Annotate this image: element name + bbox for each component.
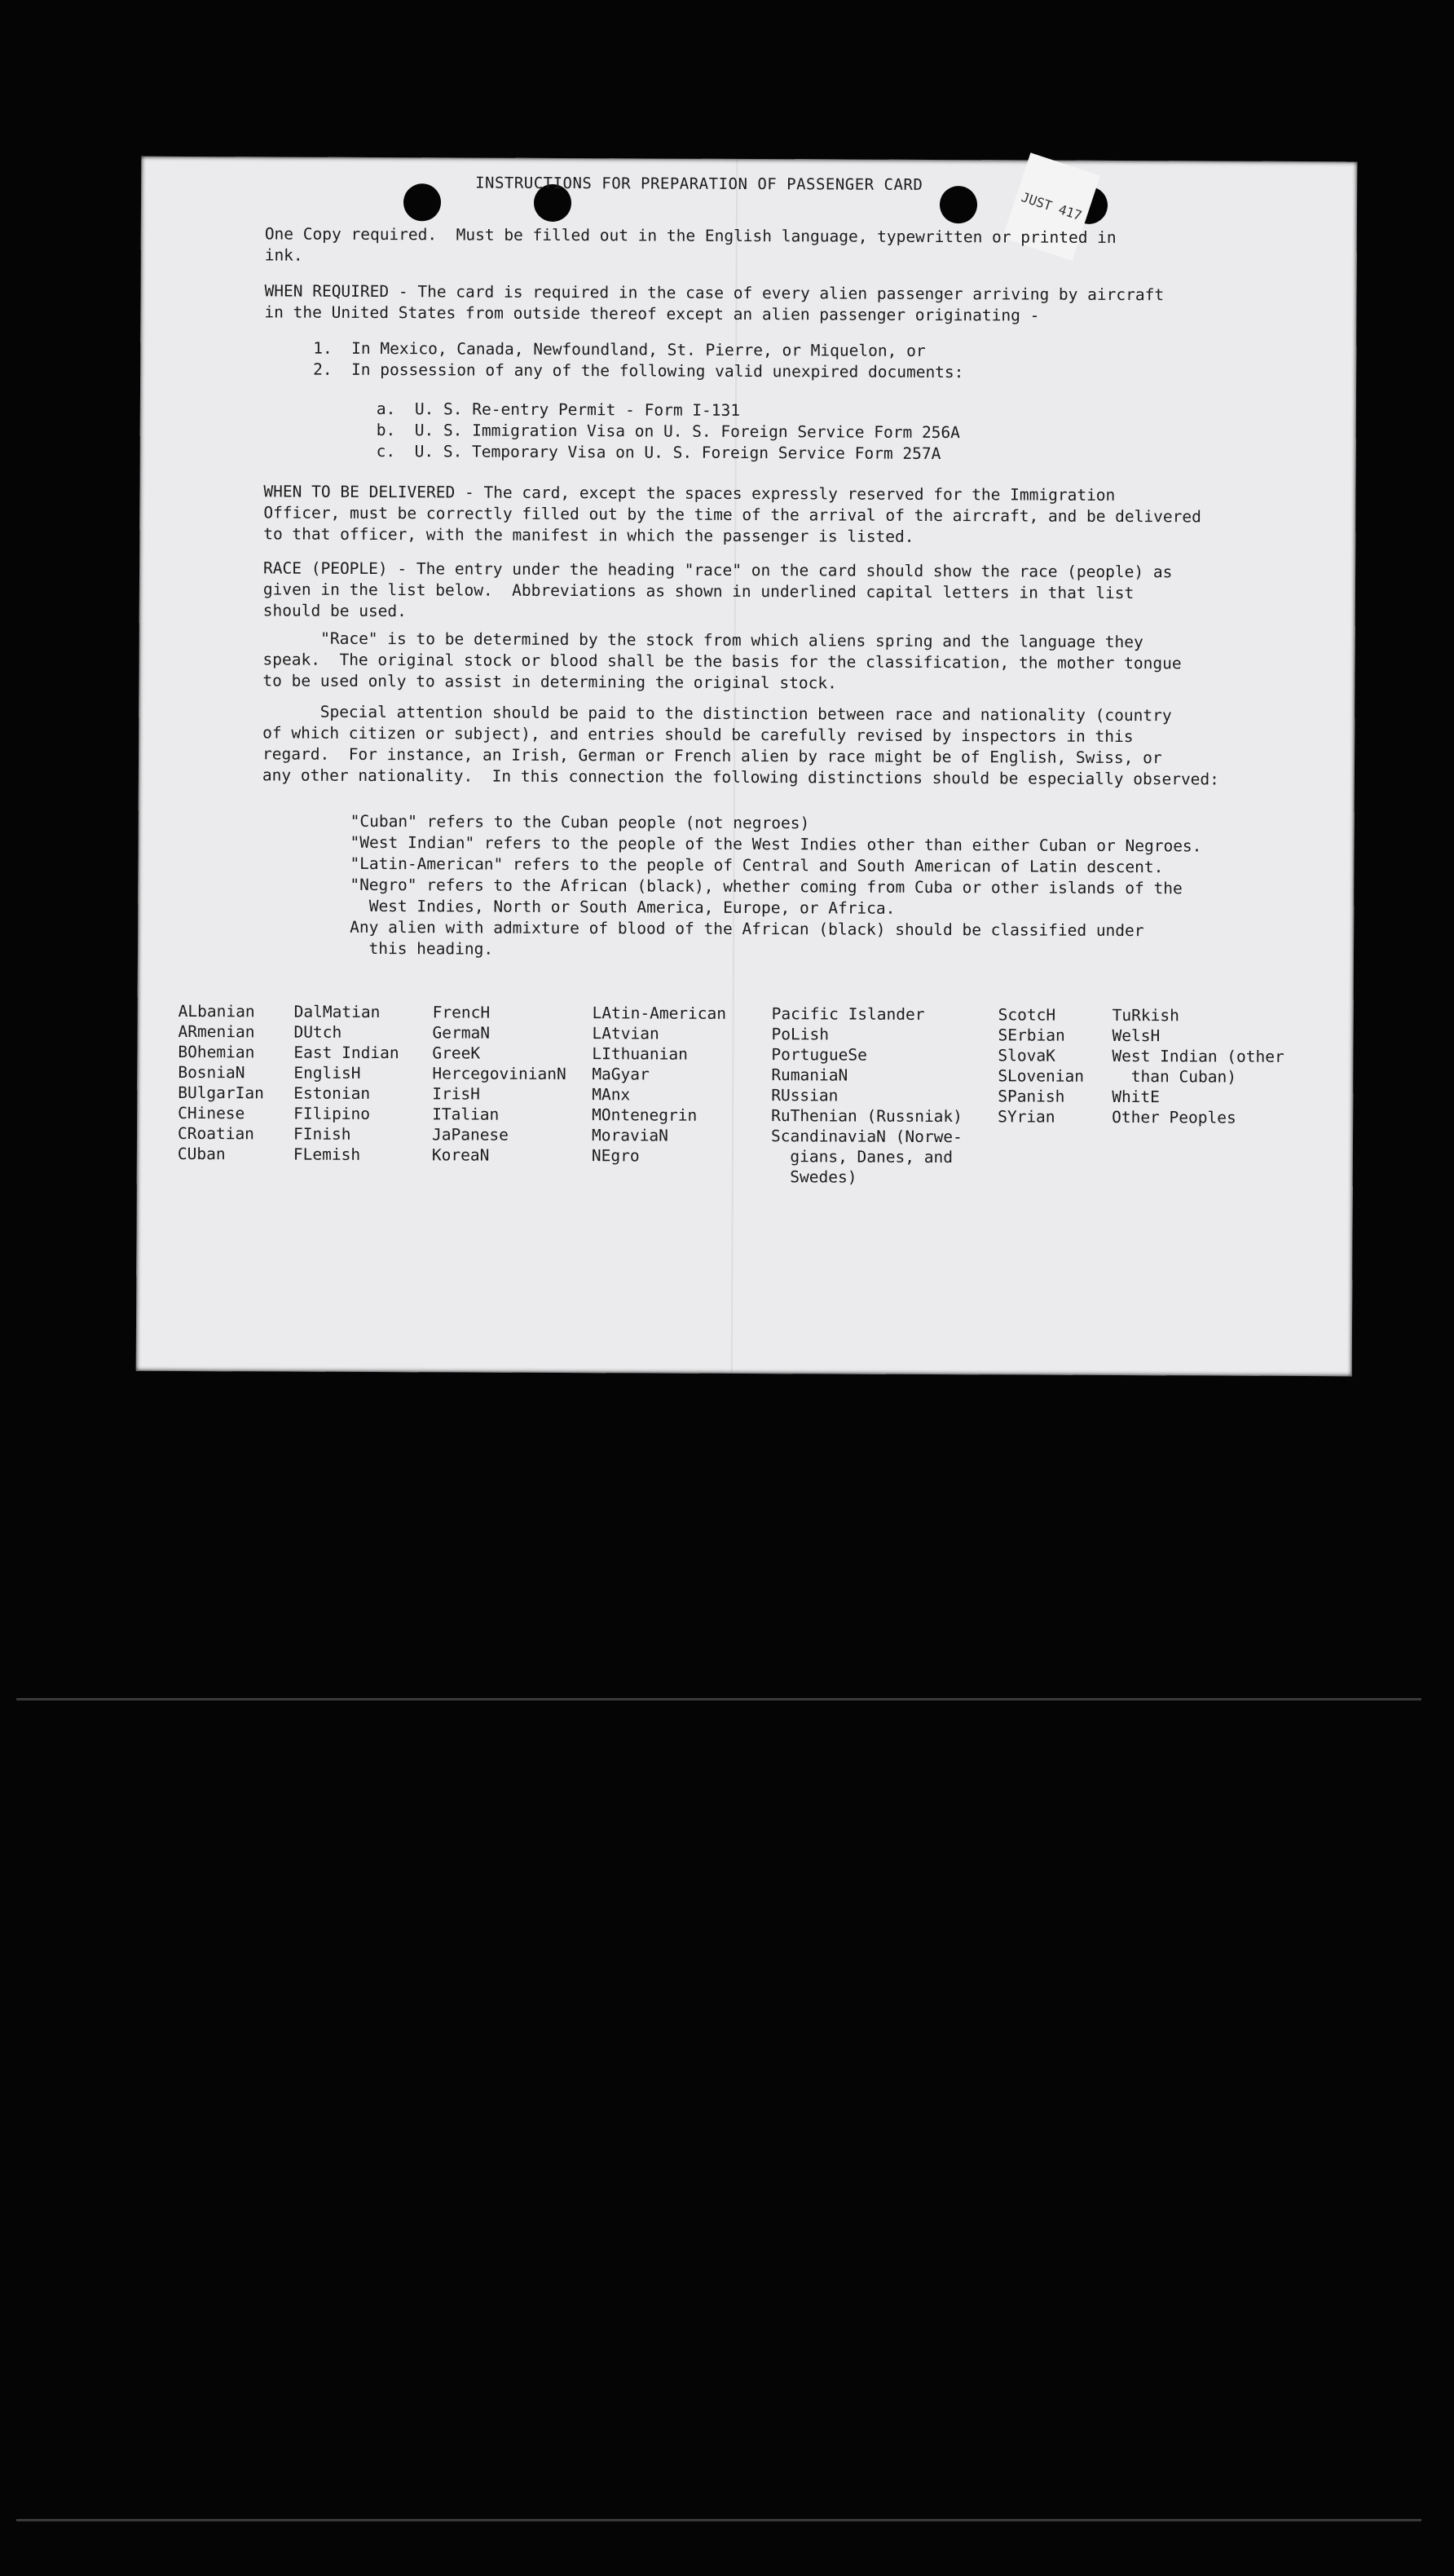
race-entry: RUssian (771, 1086, 839, 1105)
race-column-7 (1112, 1005, 1284, 1128)
race-entry: RumaniaN (771, 1065, 848, 1085)
race-entry: IrisH (432, 1084, 480, 1104)
race-entry: Estonian (293, 1083, 371, 1103)
race-entry: Swedes) (770, 1167, 857, 1187)
list-item: c. U. S. Temporary Visa on U. S. Foreign Service Form 257A (376, 442, 941, 464)
race-entry: ITalian (432, 1105, 500, 1124)
race-entry: FrencH (432, 1003, 491, 1022)
list-item: "Cuban" refers to the Cuban people (not negroes) (350, 811, 810, 833)
race-column-6 (998, 1004, 1084, 1127)
race-entry: MOntenegrin (592, 1105, 698, 1125)
race-entry: SLovenian (998, 1066, 1085, 1086)
race-entry: LAtvian (592, 1024, 659, 1043)
race-entry: LIthuanian (592, 1044, 688, 1064)
race-entry: GermaN (432, 1023, 491, 1043)
race-entry: ARmenian (178, 1021, 255, 1042)
race-column-1 (178, 1001, 265, 1164)
race-column-3 (432, 1002, 566, 1166)
race-entry: FIlipino (293, 1104, 371, 1123)
race-entry: RuThenian (Russniak) (771, 1106, 963, 1127)
document-list (377, 399, 960, 465)
race-people-paragraph: RACE (PEOPLE) - The entry under the heading "race" on the card should show the race (people) as given in the list below. Abbreviations as shown in underlined capital letters in that list should be used. (262, 558, 1173, 621)
race-entry: CHinese (178, 1103, 245, 1123)
list-item: 2. In possession of any of the following valid unexpired documents: (313, 359, 964, 382)
race-entry: MoraviaN (591, 1126, 668, 1145)
copy-required-paragraph: One Copy required. Must be filled out in the English language, typewritten or printed in ink. (264, 224, 1117, 265)
race-entry: than Cuban) (1112, 1066, 1237, 1087)
special-attention-paragraph: Special attention should be paid to the distinction between race and nationality (country of which citizen or subject), and entries should be carefully revised by inspectors in this regard. For instance, an Irish, German or French alien by race might be of English, Swiss, or any other nationality. In this connection the following distinctions should be especially observed: (262, 702, 1219, 789)
race-entry: LAtin-American (592, 1003, 727, 1023)
list-item: "Negro" refers to the African (black), whether coming from Cuba or other islands of the West Indies, North or South America, Europe, or Africa. (350, 875, 1183, 918)
race-entry: gians, Danes, and (770, 1147, 954, 1167)
race-entry: MAnx (592, 1085, 631, 1105)
race-entry: PoLish (771, 1025, 830, 1044)
race-column-2 (293, 1002, 399, 1166)
race-entry: Pacific Islander (771, 1004, 925, 1024)
list-item: a. U. S. Re-entry Permit - Form I-131 (376, 399, 741, 420)
race-column-4 (592, 1003, 726, 1167)
origin-list (313, 338, 964, 383)
race-entry: WelsH (1112, 1026, 1161, 1046)
list-item: "West Indian" refers to the people of the West Indies other than either Cuban or Negroes. (350, 832, 1202, 856)
race-entry: FInish (293, 1124, 351, 1144)
race-entry: PortugueSe (771, 1045, 867, 1065)
race-entry: MaGyar (592, 1065, 650, 1084)
race-entry: EnglisH (293, 1063, 361, 1083)
race-entry: FLemish (293, 1145, 361, 1164)
race-entry: TuRkish (1112, 1005, 1179, 1026)
race-entry: SErbian (998, 1026, 1065, 1045)
race-entry: ScotcH (998, 1005, 1056, 1025)
race-entry: GreeK (432, 1043, 481, 1063)
list-item: b. U. S. Immigration Visa on U. S. Foreign Service Form 256A (376, 421, 960, 443)
when-delivered-paragraph: WHEN TO BE DELIVERED - The card, except the spaces expressly reserved for the Immigration Officer, must be correctly filled out by the time of the arrival of the aircraft, and be delivered to that officer, with the manifest in which the passenger is listed. (263, 482, 1201, 546)
race-entry: WhitE (1112, 1087, 1160, 1107)
race-entry: SPanish (998, 1087, 1065, 1106)
race-entry: East Indian (293, 1043, 399, 1063)
document-heading: INSTRUCTIONS FOR PREPARATION OF PASSENGER CARD (475, 174, 923, 194)
race-entry: NEgro (591, 1146, 640, 1166)
race-entry: JaPanese (431, 1125, 509, 1145)
scan-divider-bottom (16, 2519, 1421, 2521)
race-entry: DUtch (293, 1022, 342, 1042)
race-entry: BUlgarIan (178, 1083, 264, 1103)
race-entry: DalMatian (293, 1002, 381, 1022)
scan-divider-top (16, 1698, 1421, 1700)
document-page (136, 157, 1357, 1376)
race-determined-paragraph: "Race" is to be determined by the stock from which aliens spring and the language they speak. The original stock or blood shall be the basis for the classification, the mother tongue to be used only to assist in determining the original stock. (262, 629, 1182, 693)
race-entry: HercegovinianN (432, 1064, 566, 1084)
list-item: Any alien with admixture of blood of the African (black) should be classified under this heading. (349, 917, 1144, 959)
race-entry: BosniaN (178, 1062, 245, 1083)
race-entry: ALbanian (178, 1001, 255, 1021)
race-entry: West Indian (other (1112, 1046, 1284, 1066)
race-entry: Other Peoples (1112, 1107, 1236, 1127)
list-item: "Latin-American" refers to the people of Central and South American of Latin descent. (350, 854, 1164, 877)
race-entry: KoreaN (431, 1145, 490, 1165)
race-entry: CUban (177, 1144, 226, 1164)
list-item: 1. In Mexico, Canada, Newfoundland, St. Pierre, or Miquelon, or (313, 338, 926, 360)
race-entry: CRoatian (177, 1123, 254, 1144)
punch-hole (403, 183, 441, 221)
corner-tab-label: JUST 417 (1002, 152, 1100, 261)
race-entry: BOhemian (178, 1042, 255, 1062)
race-entry: SlovaK (998, 1046, 1055, 1065)
race-column-5 (771, 1003, 963, 1188)
distinctions-list (350, 811, 1202, 964)
when-required-paragraph: WHEN REQUIRED - The card is required in the case of every alien passenger arriving by aircraft in the United States from outside thereof except an alien passenger originating - (264, 281, 1165, 325)
race-entry: ScandinaviaN (Norwe- (770, 1127, 963, 1147)
race-entry: SYrian (998, 1107, 1055, 1127)
punch-hole (940, 186, 977, 223)
